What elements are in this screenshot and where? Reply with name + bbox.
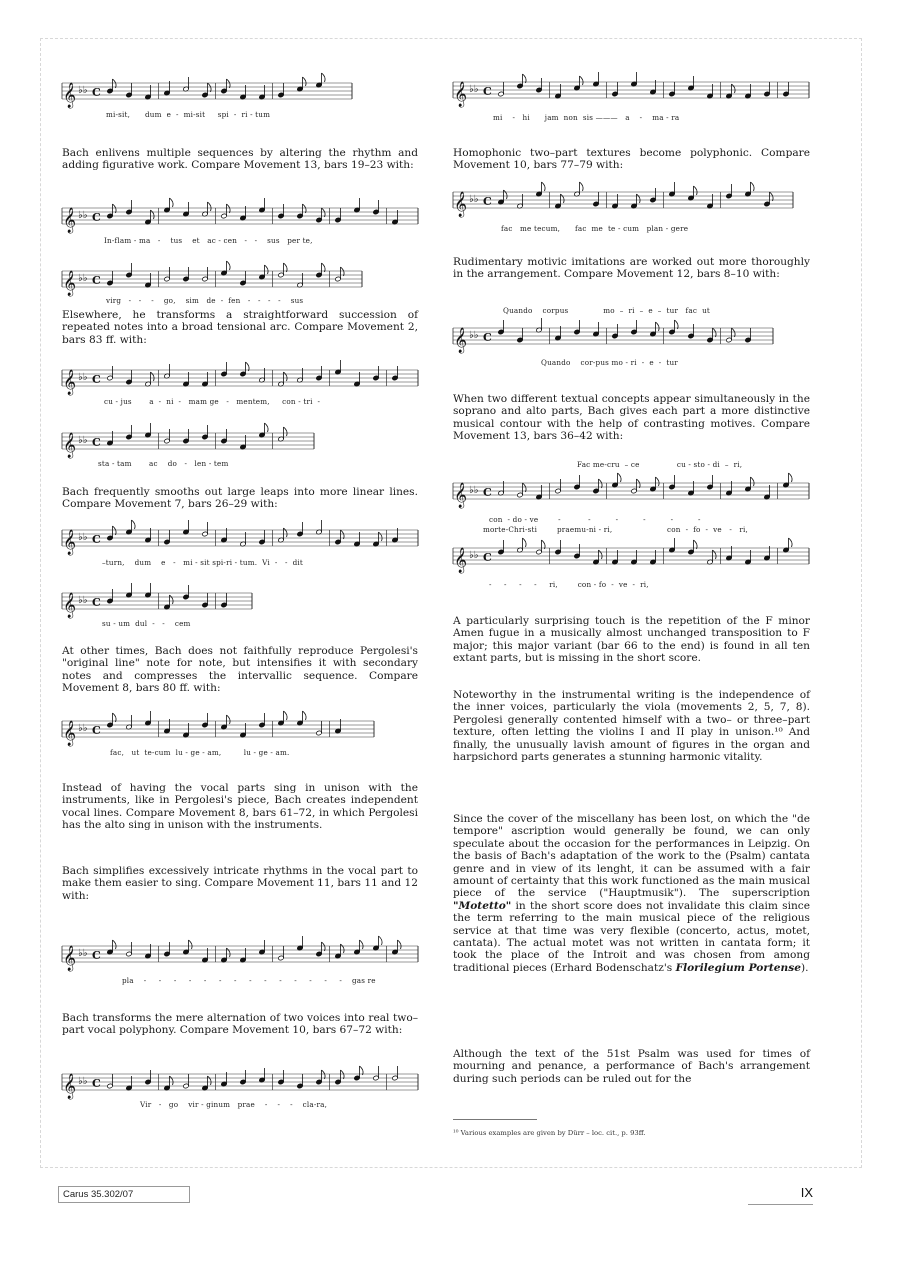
note-flag bbox=[360, 1066, 364, 1075]
music-example-1 bbox=[62, 75, 352, 107]
note-flag bbox=[113, 713, 117, 722]
footnote: ¹⁰ Various examples are given by Dürr – loc. cit., p. 93ff. bbox=[453, 1129, 646, 1137]
note-flag bbox=[580, 76, 584, 85]
paragraph-instrumental-writing: Noteworthy in the instrumental writing is the independence of the inner voices, particularly the viola (movements 2, 5, 7, 8). Pergolesi generally contented himself with a two– or three–part texture, often letting the violins I and II play in unison.¹⁰ And finally, the unusually lavish amount of figures in the organ and harpsichord parts generates a stunning harmonic vitality. bbox=[453, 689, 810, 764]
key-signature-icon: ♭♭ bbox=[78, 948, 88, 959]
note-flag bbox=[770, 192, 774, 201]
note-flag bbox=[379, 532, 383, 541]
note-flag bbox=[360, 940, 364, 949]
paragraph-textual-concepts: When two different textual concepts appear simultaneously in the soprano and alto parts, Bach gives each part a more distinctive musical contour with the help of contrasting motives. Compare Movement 13, bars 36–42 with: bbox=[453, 393, 810, 443]
note-flag bbox=[504, 190, 508, 199]
key-signature-icon: ♭♭ bbox=[78, 532, 88, 543]
time-signature-icon: C bbox=[483, 331, 492, 344]
note-flag bbox=[561, 194, 565, 203]
lyrics-example-6: pla - - - - - - - - - - - - - - gas re bbox=[122, 976, 376, 985]
note-flag bbox=[208, 202, 212, 211]
time-signature-icon: C bbox=[92, 211, 101, 224]
note-flag bbox=[265, 265, 269, 274]
notes bbox=[107, 423, 287, 450]
paragraph-two-part-polyphony: Bach transforms the mere alternation of two voices into real two–part vocal polyphony. Compare Movement 10, bars 67–72 with: bbox=[62, 1012, 418, 1037]
note-flag bbox=[227, 948, 231, 957]
notes bbox=[107, 711, 341, 738]
key-signature-icon: ♭♭ bbox=[78, 723, 88, 734]
note-flag bbox=[580, 182, 584, 191]
note-flag bbox=[132, 520, 136, 529]
note-flag bbox=[246, 362, 250, 371]
note-flag bbox=[637, 479, 641, 488]
notes bbox=[107, 936, 401, 963]
music-example-5 bbox=[62, 713, 374, 745]
time-signature-icon: C bbox=[92, 274, 101, 287]
music-example-4b bbox=[62, 585, 252, 617]
treble-clef-icon: 𝄞 bbox=[454, 328, 468, 353]
note-flag bbox=[751, 182, 755, 191]
note-flag bbox=[542, 182, 546, 191]
paragraph-tensional-arc: Elsewhere, he transforms a straightforward succession of repeated notes into a broad tensional arc. Compare Movement 2, bars 83 ff. with: bbox=[62, 309, 418, 346]
note-flag bbox=[284, 711, 288, 720]
paragraph-simplified-rhythms: Bach simplifies excessively intricate rhythms in the vocal part to make them easier to sing. Compare Movement 11, bars 11 and 12 with: bbox=[62, 865, 418, 902]
key-signature-icon: ♭♭ bbox=[78, 435, 88, 446]
catalog-number: Carus 35.302/07 bbox=[58, 1186, 190, 1203]
note-flag bbox=[322, 73, 326, 82]
treble-clef-icon: 𝄞 bbox=[63, 593, 77, 618]
time-signature-icon: C bbox=[483, 551, 492, 564]
note-flag bbox=[151, 372, 155, 381]
time-signature-icon: C bbox=[92, 949, 101, 962]
note-flag bbox=[227, 204, 231, 213]
footnote-rule bbox=[453, 1119, 537, 1120]
note-flag bbox=[379, 936, 383, 945]
note-flag bbox=[208, 83, 212, 92]
key-signature-icon: ♭♭ bbox=[78, 85, 88, 96]
lyrics-example-2a: In-flam - ma - tus et ac - cen - - sus per te, bbox=[104, 236, 313, 245]
time-signature-icon: C bbox=[92, 724, 101, 737]
note-flag bbox=[341, 530, 345, 539]
note-flag bbox=[523, 483, 527, 492]
treble-clef-icon: 𝄞 bbox=[454, 192, 468, 217]
paragraph-linear-lines: Bach frequently smooths out large leaps into more linear lines. Compare Movement 7, bars 26–29 with: bbox=[62, 486, 418, 511]
note-flag bbox=[656, 322, 660, 331]
lyrics-example-3b: sta - tam ac do - len - tem bbox=[98, 459, 229, 468]
note-flag bbox=[151, 210, 155, 219]
notes bbox=[498, 72, 789, 99]
music-example-4a bbox=[62, 522, 418, 554]
note-flag bbox=[303, 204, 307, 213]
notes bbox=[107, 360, 398, 387]
note-flag bbox=[322, 1070, 326, 1079]
note-flag bbox=[599, 550, 603, 559]
note-flag bbox=[113, 79, 117, 88]
notes bbox=[107, 1066, 398, 1091]
note-flag bbox=[113, 204, 117, 213]
treble-clef-icon: 𝄞 bbox=[454, 82, 468, 107]
lyrics-example-4a: –turn, dum e - mi - sit spi-ri - tum. Vi - - dit bbox=[102, 558, 303, 567]
note-flag bbox=[227, 79, 231, 88]
note-flag bbox=[618, 473, 622, 482]
lyrics-example-2b: virg - - - go, sim de - fen - - - - sus bbox=[106, 296, 304, 305]
lyrics-example-3a: cu - jus a - ni - mam ge - mentem, con - tri - bbox=[104, 397, 321, 406]
music-example-3a bbox=[62, 362, 418, 394]
notes bbox=[107, 583, 227, 610]
treble-clef-icon: 𝄞 bbox=[63, 370, 77, 395]
paragraph-motivic-imitations: Rudimentary motivic imitations are worked out more thoroughly in the arrangement. Compare Movement 12, bars 8–10 with: bbox=[453, 256, 810, 281]
lyrics-example-7: Vir - go vir - ginum prae - - - cla-ra, bbox=[140, 1100, 328, 1109]
note-flag bbox=[789, 473, 793, 482]
note-flag bbox=[322, 263, 326, 272]
time-signature-icon: C bbox=[92, 436, 101, 449]
note-flag bbox=[322, 942, 326, 951]
key-signature-icon: ♭♭ bbox=[469, 194, 479, 205]
note-flag bbox=[523, 74, 527, 83]
note-flag bbox=[284, 427, 288, 436]
music-example-2b bbox=[62, 263, 362, 295]
note-flag bbox=[398, 940, 402, 949]
time-signature-icon: C bbox=[92, 1077, 101, 1090]
treble-clef-icon: 𝄞 bbox=[63, 83, 77, 108]
lyrics-example-1: mi-sit, dum e - mi-sit spi - ri - tum bbox=[106, 110, 271, 119]
note-flag bbox=[542, 540, 546, 549]
lyrics-example-11-top: Fac me-cru – ce cu - sto - di – ri, bbox=[577, 460, 743, 469]
note-flag bbox=[208, 1076, 212, 1085]
paragraph-homophonic: Homophonic two–part textures become polyphonic. Compare Movement 10, bars 77–79 with: bbox=[453, 147, 810, 172]
note-flag bbox=[170, 595, 174, 604]
notes bbox=[107, 198, 398, 225]
key-signature-icon: ♭♭ bbox=[469, 485, 479, 496]
music-example-10 bbox=[453, 320, 773, 352]
lyrics-example-11-bottom: - - - - ri, con - fo - ve - ri, bbox=[489, 580, 649, 589]
note-flag bbox=[170, 198, 174, 207]
note-flag bbox=[322, 208, 326, 217]
notes bbox=[107, 520, 398, 547]
motetto-term: "Motetto" bbox=[453, 899, 512, 912]
lyrics-example-8: mi - hi jam non sis ——— a - ma - ra bbox=[493, 113, 680, 122]
staff-lines bbox=[453, 192, 793, 208]
paragraph-amen-fugue: A particularly surprising touch is the repetition of the F minor Amen fugue in a musically almost unchanged transposition to F major; this major variant (bar 66 to the end) is found in all ten extant parts, but is missing in the short score. bbox=[453, 615, 810, 665]
treble-clef-icon: 𝄞 bbox=[63, 433, 77, 458]
paragraph-psalm-text: Although the text of the 51st Psalm was used for times of mourning and penance, a performance of Bach's arrangement during such periods can be ruled out for the bbox=[453, 1048, 810, 1085]
treble-clef-icon: 𝄞 bbox=[454, 483, 468, 508]
note-flag bbox=[341, 944, 345, 953]
lyrics-example-10-bottom: Quando cor-pus mo - ri - e - tur bbox=[541, 358, 678, 367]
notes bbox=[498, 182, 773, 209]
treble-clef-icon: 𝄞 bbox=[63, 1074, 77, 1099]
note-flag bbox=[265, 423, 269, 432]
treble-clef-icon: 𝄞 bbox=[63, 721, 77, 746]
note-flag bbox=[523, 538, 527, 547]
lyrics-example-4b: su - um dul - - cem bbox=[102, 619, 191, 628]
music-example-3b bbox=[62, 425, 314, 457]
note-flag bbox=[227, 261, 231, 270]
note-flag bbox=[599, 479, 603, 488]
lyrics-example-10-top: Quando corpus mo – ri – e – tur fac ut bbox=[503, 306, 710, 315]
florilegium-title: Florilegium Portense bbox=[675, 961, 801, 974]
note-flag bbox=[713, 328, 717, 337]
note-flag bbox=[189, 940, 193, 949]
note-flag bbox=[694, 186, 698, 195]
time-signature-icon: C bbox=[483, 85, 492, 98]
key-signature-icon: ♭♭ bbox=[469, 84, 479, 95]
note-flag bbox=[732, 84, 736, 93]
treble-clef-icon: 𝄞 bbox=[63, 271, 77, 296]
note-flag bbox=[751, 477, 755, 486]
lyrics-example-5: fac, ut te-cum lu - ge - am, lu - ge - am. bbox=[110, 748, 290, 757]
time-signature-icon: C bbox=[92, 533, 101, 546]
lyrics-example-11-mid1: con - do - ve - - - - - - bbox=[489, 515, 701, 524]
note-flag bbox=[113, 940, 117, 949]
note-flag bbox=[341, 267, 345, 276]
paragraph-occasion: Since the cover of the miscellany has been lost, on which the "de tempore" ascription would generally be found, we can only speculate about the occasion for the performances in Leipzig. On the basis of Bach's adaptation of the work to the (Psalm) cantata genre and in view of its lenght, it can be assumed with a fair amount of certainty that this work functioned as the main musical piece of the service ("Hauptmusik"). The superscription "Motetto" in the short score does not invalidate this claim since the term referring to the main musical piece of the religious service at that time was very flexible (concerto, actus, motet, cantata). The actual motet was not written in cantata form; it took the place of the Introit and was chosen from among traditional pieces (Erhard Bodenschatz's Florilegium Portense). bbox=[453, 813, 810, 974]
page-number: IX bbox=[748, 1182, 813, 1205]
note-flag bbox=[789, 538, 793, 547]
lyrics-example-11-mid2: morte-Chri-sti praemu-ni - ri, con - fo - ve - ri, bbox=[483, 525, 749, 534]
music-example-2a bbox=[62, 200, 418, 232]
key-signature-icon: ♭♭ bbox=[78, 1076, 88, 1087]
note-flag bbox=[732, 328, 736, 337]
paragraph-leipzig-sequences: Bach enlivens multiple sequences by altering the rhythm and adding figurative work. Compare Movement 13, bars 19–23 with: bbox=[62, 147, 418, 172]
time-signature-icon: C bbox=[92, 86, 101, 99]
note-flag bbox=[284, 528, 288, 537]
note-flag bbox=[284, 263, 288, 272]
music-example-7 bbox=[62, 1066, 418, 1098]
lyrics-example-9: fac me tecum, fac me te - cum plan - gere bbox=[501, 224, 689, 233]
notes bbox=[107, 73, 325, 100]
paragraph-original-line: At other times, Bach does not faithfully reproduce Pergolesi's "original line" note for note, but intensifies it with secondary notes and compresses the intervallic sequence. Compare Movement 8, bars 80 ff. with: bbox=[62, 645, 418, 695]
time-signature-icon: C bbox=[92, 373, 101, 386]
key-signature-icon: ♭♭ bbox=[78, 595, 88, 606]
music-example-9 bbox=[453, 184, 793, 216]
treble-clef-icon: 𝄞 bbox=[63, 530, 77, 555]
note-flag bbox=[227, 715, 231, 724]
note-flag bbox=[170, 1076, 174, 1085]
key-signature-icon: ♭♭ bbox=[78, 210, 88, 221]
treble-clef-icon: 𝄞 bbox=[454, 548, 468, 573]
note-flag bbox=[675, 320, 679, 329]
treble-clef-icon: 𝄞 bbox=[63, 946, 77, 971]
notes bbox=[107, 261, 344, 288]
notes bbox=[498, 538, 792, 565]
music-example-6 bbox=[62, 938, 418, 974]
time-signature-icon: C bbox=[483, 195, 492, 208]
music-example-11-alto bbox=[453, 540, 809, 572]
music-example-8 bbox=[453, 74, 809, 110]
key-signature-icon: ♭♭ bbox=[469, 330, 479, 341]
paragraph-independent-lines: Instead of having the vocal parts sing in unison with the instruments, like in Pergolesi's piece, Bach creates independent vocal lines. Compare Movement 8, bars 61–72, in which Pergolesi has the alto sing in unison with the instruments. bbox=[62, 782, 418, 832]
note-flag bbox=[284, 372, 288, 381]
note-flag bbox=[303, 711, 307, 720]
note-flag bbox=[113, 526, 117, 535]
staff-lines bbox=[62, 208, 418, 224]
time-signature-icon: C bbox=[483, 486, 492, 499]
note-flag bbox=[694, 540, 698, 549]
note-flag bbox=[341, 1070, 345, 1079]
treble-clef-icon: 𝄞 bbox=[63, 208, 77, 233]
note-flag bbox=[713, 550, 717, 559]
time-signature-icon: C bbox=[92, 596, 101, 609]
note-flag bbox=[637, 194, 641, 203]
music-example-11-soprano bbox=[453, 475, 809, 507]
key-signature-icon: ♭♭ bbox=[469, 550, 479, 561]
staff-lines bbox=[62, 370, 418, 386]
key-signature-icon: ♭♭ bbox=[78, 372, 88, 383]
note-flag bbox=[303, 77, 307, 86]
key-signature-icon: ♭♭ bbox=[78, 273, 88, 284]
notes bbox=[498, 473, 792, 500]
note-flag bbox=[656, 477, 660, 486]
